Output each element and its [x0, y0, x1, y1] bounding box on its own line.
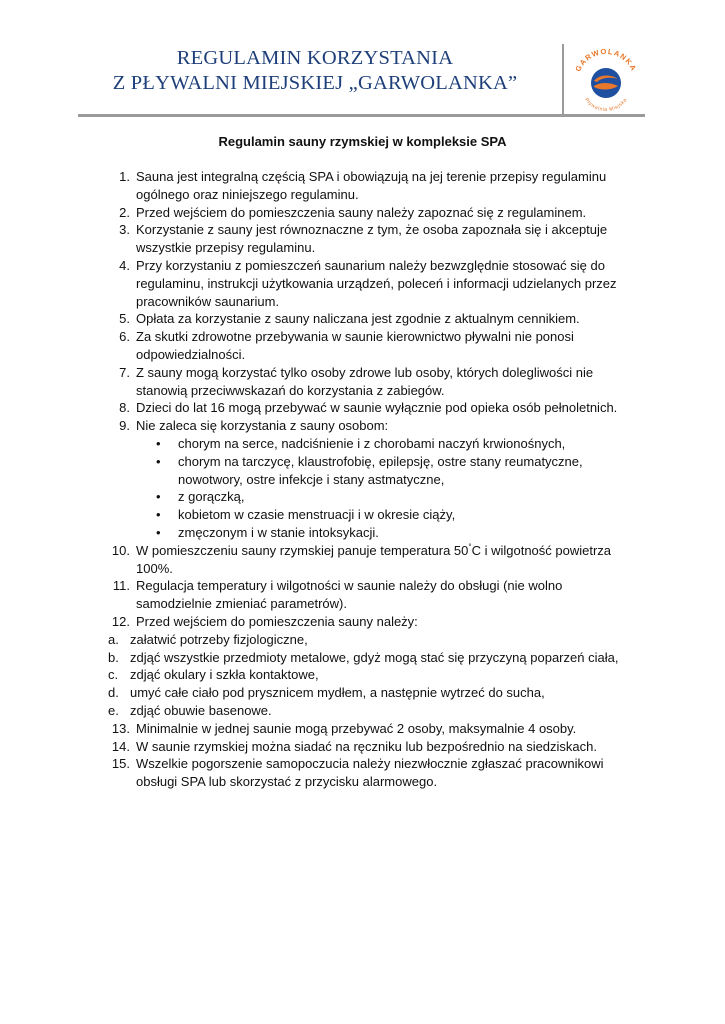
- rule-15: [108, 755, 638, 791]
- rule-text: Opłata za korzystanie z sauny naliczana jest zgodnie z aktualnym cennikiem.: [136, 311, 580, 327]
- rule-9-bullets: [156, 435, 638, 542]
- rule-number: 5.: [119, 311, 130, 327]
- rule-number: 15.: [111, 756, 130, 772]
- rule-number: 13.: [111, 720, 130, 736]
- bullet-item: [156, 506, 638, 524]
- sub-mark: b.: [108, 649, 119, 665]
- header-title: [80, 46, 550, 96]
- sub-text: załatwić potrzeby fizjologiczne,: [130, 631, 308, 647]
- bullet-text: z gorączką,: [178, 489, 245, 505]
- sub-item: [108, 649, 638, 667]
- rule-number: 11.: [112, 578, 130, 594]
- header-title-line2: Z PŁYWALNI MIEJSKIEJ „GARWOLANKA”: [112, 72, 518, 94]
- rule-text: W saunie rzymskiej można siadać na ręczniku lub bezpośrednio na siedziskach.: [136, 738, 597, 754]
- garwolanka-logo: [568, 46, 644, 112]
- bullet-item: [156, 488, 638, 506]
- header-separator: [562, 44, 564, 116]
- rule-number: 7.: [119, 364, 130, 380]
- rule-number: 14.: [111, 738, 130, 754]
- rule-text-part: C i wilgotność powietrza 100%.: [136, 542, 612, 576]
- degree-sign: °: [468, 542, 472, 552]
- rule-5: [108, 310, 638, 328]
- rule-4: [108, 257, 638, 310]
- rule-number: 9.: [119, 418, 130, 434]
- rule-text: Regulacja temperatury i wilgotności w saunie należy do obsługi (nie wolno samodzielnie zmieniać parametrów).: [136, 578, 563, 612]
- bullet-item: [156, 453, 638, 489]
- rule-6: [108, 328, 638, 364]
- rule-text: Korzystanie z sauny jest równoznaczne z tym, że osoba zapoznała się i akceptuje wszystkie przepisy regulaminu.: [136, 222, 608, 256]
- rule-text: Przed wejściem do pomieszczenia sauny należy zapoznać się z regulaminem.: [136, 204, 587, 220]
- bullet-mark: •: [156, 453, 161, 469]
- rule-12-sublist: [108, 631, 638, 720]
- sub-text: zdjąć okulary i szkła kontaktowe,: [130, 667, 319, 683]
- bullet-mark: •: [156, 524, 161, 540]
- header-title-line1: REGULAMIN KORZYSTANIA: [176, 47, 454, 69]
- rule-number: 10.: [111, 542, 130, 558]
- rule-number: 3.: [119, 222, 130, 238]
- rule-number: 12.: [111, 613, 130, 629]
- bullet-item: [156, 524, 638, 542]
- sub-mark: d.: [108, 685, 119, 701]
- rule-13: [108, 720, 638, 738]
- rule-text: Przy korzystaniu z pomieszczeń saunarium należy bezwzględnie stosować się do regulaminu, instrukcji użytkowania urządzeń, poleceń i informacji udzielanych przez pracowników saunarium.: [136, 257, 617, 309]
- bullet-text: kobietom w czasie menstruacji i w okresie ciąży,: [178, 507, 456, 523]
- rule-text: [136, 542, 638, 578]
- rule-7: [108, 364, 638, 400]
- rules-list: [108, 168, 638, 791]
- sub-item: [108, 666, 638, 684]
- rule-1: [108, 168, 638, 204]
- document-title: Regulamin sauny rzymskiej w kompleksie SPA: [218, 134, 507, 149]
- sub-text: umyć całe ciało pod prysznicem mydłem, a następnie wytrzeć do sucha,: [130, 685, 545, 701]
- rule-3: [108, 221, 638, 257]
- rule-text: Minimalnie w jednej saunie mogą przebywać 2 osoby, maksymalnie 4 osoby.: [136, 720, 577, 736]
- bullet-mark: •: [156, 489, 161, 505]
- bullet-text: zmęczonym i w stanie intoksykacji.: [178, 524, 379, 540]
- logo-circle: [591, 68, 621, 98]
- rule-2: [108, 204, 638, 222]
- rule-8: [108, 399, 638, 417]
- rule-number: 4.: [119, 257, 130, 273]
- bullet-item: [156, 435, 638, 453]
- rule-text: Za skutki zdrowotne przebywania w saunie kierownictwo pływalni nie ponosi odpowiedzialności.: [136, 329, 574, 362]
- logo-bottom-text: Pływalnia Miejska: [583, 97, 629, 112]
- sub-item: [108, 631, 638, 649]
- sub-item: [108, 702, 638, 720]
- rule-text: Dzieci do lat 16 mogą przebywać w saunie wyłącznie pod opieka osób pełnoletnich.: [136, 400, 618, 416]
- rule-text: Nie zaleca się korzystania z sauny osobom:: [136, 418, 389, 434]
- rule-number: 6.: [119, 329, 130, 345]
- bullet-text: chorym na tarczycę, klaustrofobię, epilepsję, ostre stany reumatyczne, nowotwory, ostre infekcje i stany astmatyczne,: [178, 453, 583, 487]
- logo-top-text: GARWOLANKA: [573, 46, 639, 74]
- rule-14: [108, 738, 638, 756]
- sub-text: zdjąć obuwie basenowe.: [130, 702, 272, 718]
- sub-item: [108, 684, 638, 702]
- sub-text: zdjąć wszystkie przedmioty metalowe, gdyż mogą stać się przyczyną poparzeń ciała,: [130, 649, 619, 665]
- rule-12: [108, 613, 638, 720]
- rule-9: [108, 417, 638, 542]
- rule-text: Przed wejściem do pomieszczenia sauny należy:: [136, 613, 418, 629]
- header-rule: [78, 114, 645, 117]
- rule-11: [108, 577, 638, 613]
- sub-mark: a.: [108, 631, 119, 647]
- rule-text: Z sauny mogą korzystać tylko osoby zdrowe lub osoby, których dolegliwości nie stanowią przeciwwskazań do korzystania z zabiegów.: [136, 364, 594, 398]
- rule-number: 2.: [119, 204, 130, 220]
- sub-mark: e.: [108, 702, 119, 718]
- rule-text: Wszelkie pogorszenie samopoczucia należy niezwłocznie zgłaszać pracownikowi obsługi SPA lub skorzystać z przycisku alarmowego.: [136, 756, 604, 790]
- rule-text-part: W pomieszczeniu sauny rzymskiej panuje temperatura 50: [136, 542, 469, 558]
- rule-10: [108, 542, 638, 578]
- rule-text: Sauna jest integralną częścią SPA i obowiązują na jej terenie przepisy regulaminu ogólnego oraz niniejszego regulaminu.: [136, 169, 607, 202]
- bullet-mark: •: [156, 435, 161, 451]
- bullet-mark: •: [156, 507, 161, 523]
- sub-mark: c.: [108, 667, 119, 683]
- rule-number: 8.: [119, 400, 130, 416]
- bullet-text: chorym na serce, nadciśnienie i z chorobami naczyń krwionośnych,: [178, 435, 566, 451]
- rule-number: 1.: [119, 169, 130, 184]
